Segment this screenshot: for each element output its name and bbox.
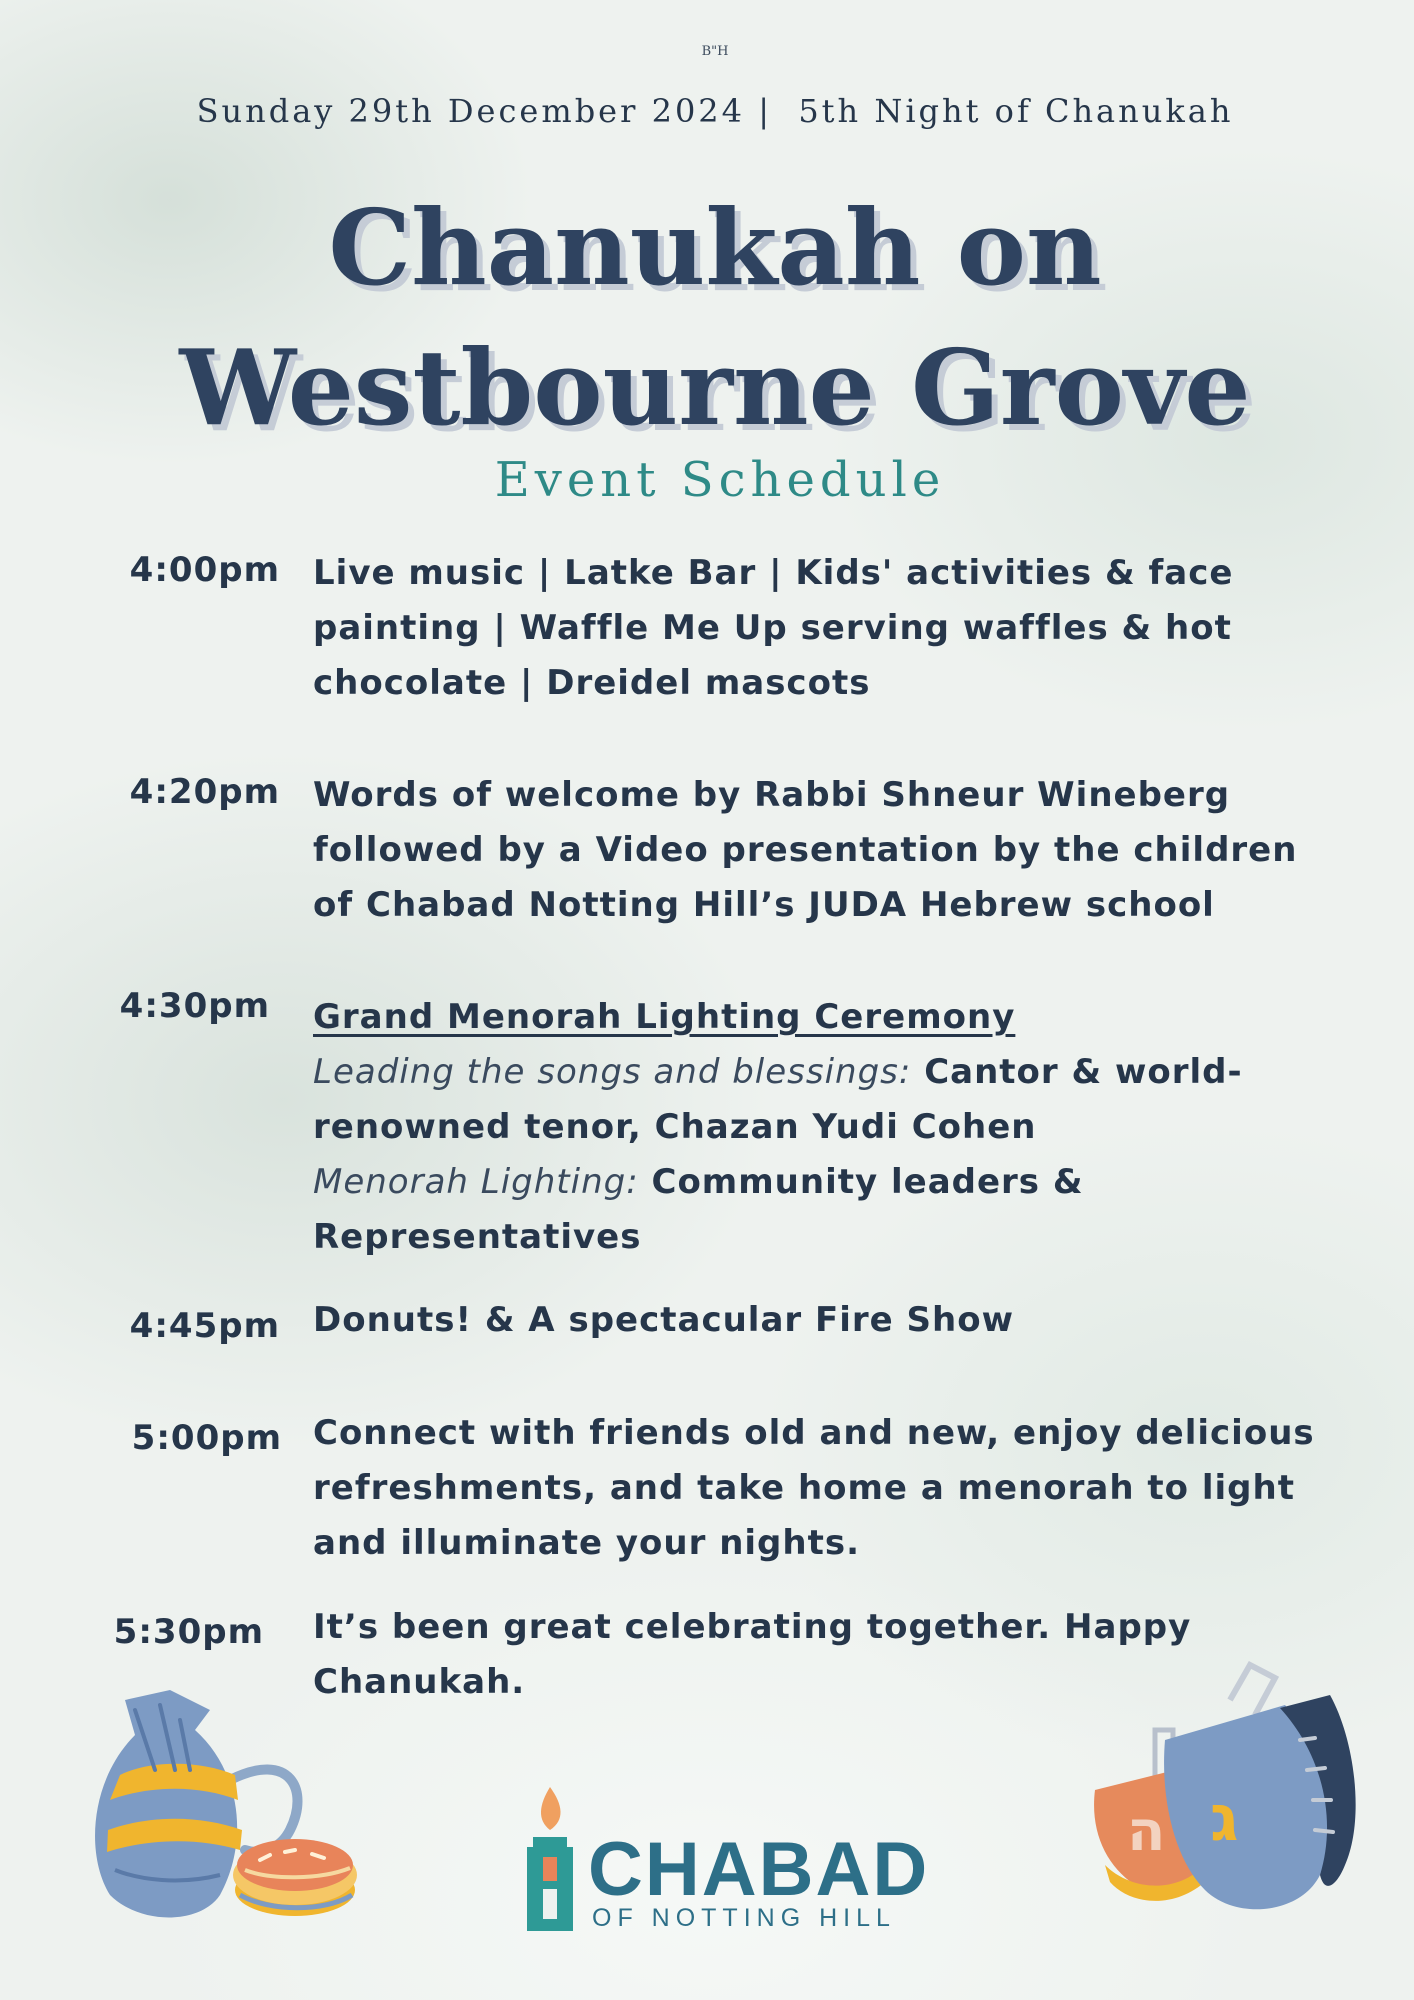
menorah-candle-icon [515, 1785, 585, 1935]
schedule-time: 4:45pm [129, 1306, 280, 1346]
schedule-line: Chanukah. [313, 1662, 526, 1702]
schedule-item [313, 1293, 1393, 1348]
page-title [0, 178, 1414, 458]
schedule-line: Connect with friends old and new, enjoy delicious [313, 1413, 1315, 1453]
schedule-line: followed by a Video presentation by the children [313, 830, 1298, 870]
ceremony-heading: Grand Menorah Lighting Ceremony [313, 997, 1016, 1037]
schedule-time: 4:20pm [129, 772, 280, 812]
schedule-item [313, 768, 1393, 933]
title-line-1: Chanukah on [328, 186, 1102, 309]
logo-wordmark: CHABAD [588, 1827, 930, 1912]
logo-subtitle: OF NOTTING HILL [592, 1904, 896, 1932]
schedule-time: 4:30pm [119, 986, 270, 1026]
songs-value: Cantor & world- [924, 1052, 1243, 1092]
title-line-2: Westbourne Grove [179, 326, 1251, 449]
lighting-value-continued: Representatives [313, 1217, 642, 1257]
schedule-line: Live music | Latke Bar | Kids' activities & face [313, 553, 1234, 593]
dreidels-icon [1075, 1660, 1365, 1920]
schedule-subtitle: Event Schedule [494, 452, 946, 508]
lighting-value: Community leaders & [651, 1162, 1084, 1202]
schedule-time: 4:00pm [129, 550, 280, 590]
lighting-label: Menorah Lighting: [313, 1162, 639, 1202]
schedule-line: refreshments, and take home a menorah to light [313, 1468, 1295, 1508]
schedule-item [313, 546, 1393, 711]
event-dateline: Sunday 29th December 2024 | 5th Night of Chanukah [196, 92, 1234, 130]
schedule-line: of Chabad Notting Hill’s JUDA Hebrew school [313, 885, 1215, 925]
oil-jug-and-donut-icon [80, 1680, 360, 1940]
songs-value-continued: renowned tenor, Chazan Yudi Cohen [313, 1107, 1037, 1147]
schedule-line: Donuts! & A spectacular Fire Show [313, 1300, 1015, 1340]
schedule-line: Words of welcome by Rabbi Shneur Wineberg [313, 775, 1231, 815]
dreidel-letter-right: ג [1210, 1782, 1239, 1856]
bh-mark: B"H [701, 44, 729, 59]
schedule-line: chocolate | Dreidel mascots [313, 663, 871, 703]
schedule-time: 5:30pm [113, 1612, 264, 1652]
schedule-line: It’s been great celebrating together. Happy [313, 1607, 1192, 1647]
schedule-item [313, 1406, 1393, 1571]
schedule-item-ceremony [313, 990, 1393, 1265]
songs-label: Leading the songs and blessings: [313, 1052, 912, 1092]
schedule-line: painting | Waffle Me Up serving waffles & hot [313, 608, 1232, 648]
schedule-line: and illuminate your nights. [313, 1523, 861, 1563]
schedule-time: 5:00pm [131, 1418, 282, 1458]
dreidel-letter-left: ה [1127, 1799, 1166, 1864]
